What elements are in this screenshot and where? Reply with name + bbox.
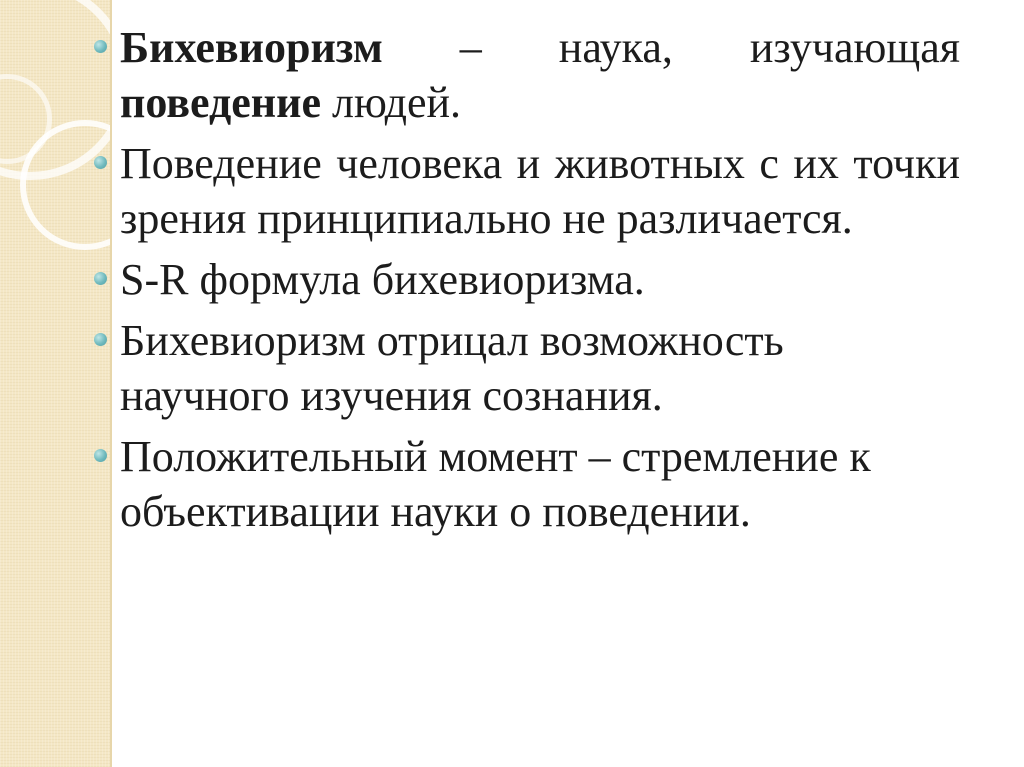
bullet-dot-icon xyxy=(94,333,107,346)
bullet-item xyxy=(90,20,960,130)
term-behaviorism: Бихевиоризм xyxy=(120,23,383,72)
bullet-text: Положительный момент – стремление к объективации науки о поведении. xyxy=(120,432,871,536)
term-behavior: поведение xyxy=(120,78,321,127)
bullet-dot-icon xyxy=(94,449,107,462)
bullet-item xyxy=(90,429,960,539)
bullet-item xyxy=(90,136,960,246)
bullet-item xyxy=(90,252,960,307)
bullet-text: Поведение человека и животных с их точки зрения принципиально не различается. xyxy=(120,139,960,243)
bullet-text: – наука, изучающая xyxy=(382,23,960,72)
bullet-list xyxy=(90,20,960,539)
bullet-text: Бихевиоризм отрицал возможность научного изучения сознания. xyxy=(120,316,784,420)
bullet-text: людей. xyxy=(321,78,462,127)
bullet-text: S-R формула бихевиоризма. xyxy=(120,255,645,304)
bullet-dot-icon xyxy=(94,40,107,53)
bullet-dot-icon xyxy=(94,272,107,285)
slide-content xyxy=(90,20,960,545)
bullet-dot-icon xyxy=(94,156,107,169)
bullet-item xyxy=(90,313,960,423)
